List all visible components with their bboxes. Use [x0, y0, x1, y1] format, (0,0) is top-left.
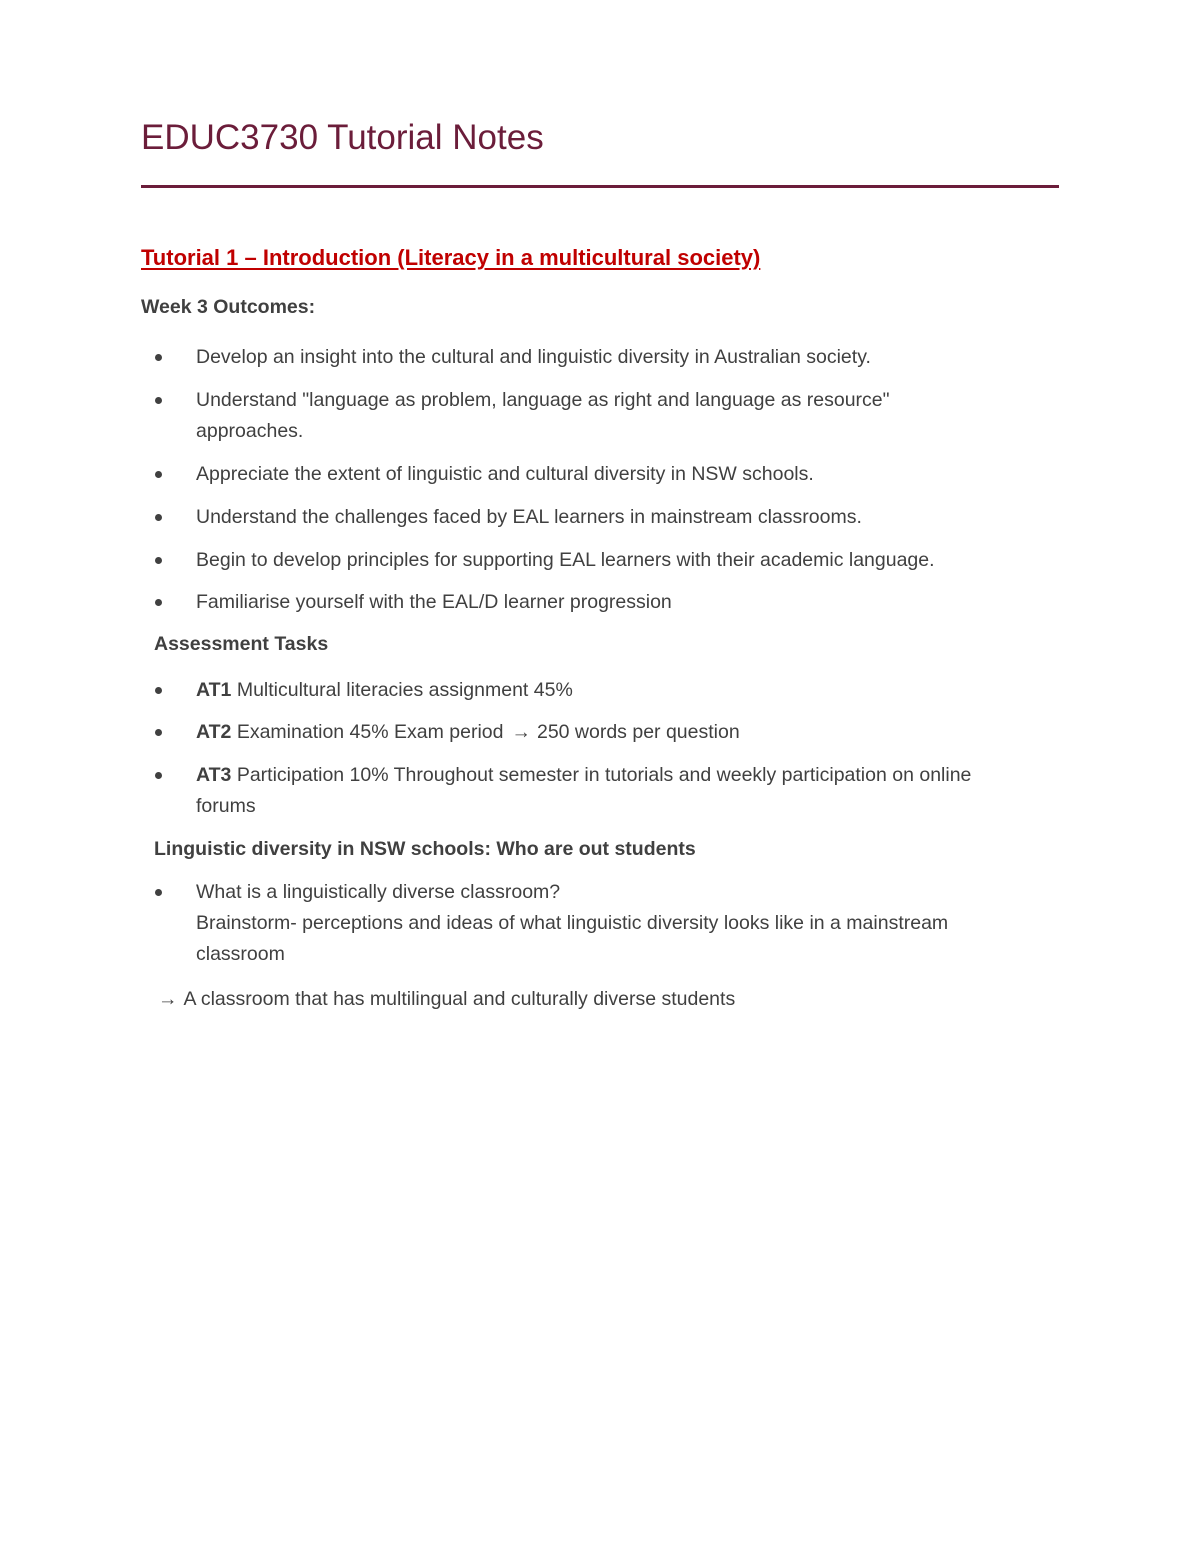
assessment-description: Examination 45% Exam period — [231, 721, 504, 743]
document-title: EDUC3730 Tutorial Notes — [141, 118, 544, 157]
assessment-description: Participation 10% Throughout semester in tutorials and weekly participation on online forums — [196, 764, 972, 817]
outcome-text: Appreciate the extent of linguistic and cultural diversity in NSW schools. — [196, 463, 814, 485]
outcome-text: Understand "language as problem, language as right and language as resource" approaches. — [196, 389, 890, 442]
assessment-note: 250 words per question — [536, 721, 740, 743]
conclusion-line — [158, 984, 735, 1015]
outcome-text: Develop an insight into the cultural and linguistic diversity in Australian society. — [196, 346, 871, 368]
bullet-dot-icon — [155, 471, 162, 478]
right-arrow-icon: → — [511, 721, 531, 743]
outcome-text: Understand the challenges faced by EAL learners in mainstream classrooms. — [196, 506, 862, 528]
title-divider — [141, 185, 1059, 188]
assessment-code: AT3 — [196, 764, 232, 786]
bullet-dot-icon — [155, 397, 162, 404]
outcome-text: Familiarise yourself with the EAL/D learner progression — [196, 591, 672, 613]
bullet-dot-icon — [155, 557, 162, 564]
diversity-label: Linguistic diversity in NSW schools: Who are out students — [154, 838, 696, 860]
diversity-text — [196, 877, 1036, 970]
bullet-dot-icon — [155, 772, 162, 779]
bullet-dot-icon — [155, 729, 162, 736]
outcomes-label: Week 3 Outcomes: — [141, 296, 316, 318]
assessment-text — [196, 760, 996, 822]
assessment-code: AT2 — [196, 721, 232, 743]
assessment-text — [196, 717, 1036, 748]
bullet-dot-icon — [155, 889, 162, 896]
bullet-dot-icon — [155, 599, 162, 606]
assessment-label: Assessment Tasks — [154, 633, 329, 655]
assessment-text — [196, 675, 1036, 706]
right-arrow-icon: → — [158, 988, 178, 1010]
bullet-dot-icon — [155, 354, 162, 361]
assessment-description: Multicultural literacies assignment 45% — [231, 679, 573, 701]
outcome-text: Begin to develop principles for supporting EAL learners with their academic language. — [196, 549, 935, 571]
bullet-dot-icon — [155, 687, 162, 694]
assessment-code: AT1 — [196, 679, 232, 701]
bullet-dot-icon — [155, 514, 162, 521]
conclusion-text: A classroom that has multilingual and culturally diverse students — [183, 988, 736, 1010]
diversity-brainstorm: Brainstorm- perceptions and ideas of what linguistic diversity looks like in a mainstream classroom — [196, 912, 949, 965]
tutorial-heading: Tutorial 1 – Introduction (Literacy in a multicultural society) — [141, 245, 761, 270]
diversity-question: What is a linguistically diverse classroom? — [196, 881, 561, 903]
